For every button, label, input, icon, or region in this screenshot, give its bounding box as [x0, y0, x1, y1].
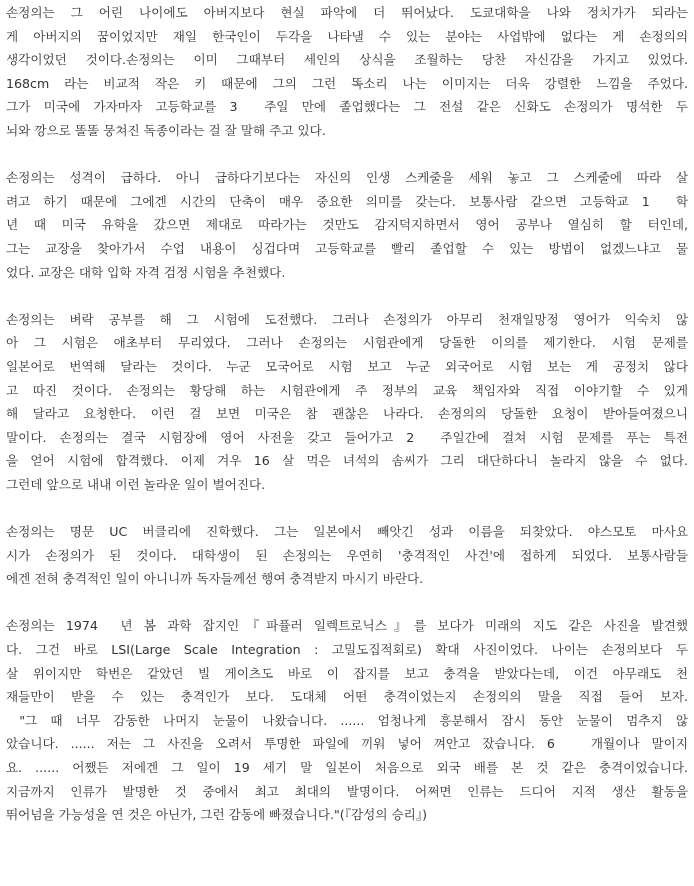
- paragraph-5: [6, 614, 688, 826]
- text-line: 그는 교장을 찾아가서 수업 내용이 싱겁다며 고등학교를 빨리 졸업할 수 있는 방법이 없겠느냐고 물: [6, 240, 688, 256]
- text-line: 살 위이지만 학번은 같았던 빌 게이츠도 바로 이 잡지를 보고 충격을 받았다는데, 이건 아무래도 천: [6, 665, 688, 681]
- text-line: 을 얻어 시험에 합격했다. 이제 겨우 16 살 먹은 녀석의 솜씨가 그리 대단하다니 놀라지 않을 수 없다.: [6, 453, 688, 469]
- paragraph-gap: [6, 143, 688, 167]
- text-line: 생각이었던 것이다.손정의는 이미 그때부터 세인의 상식을 조월하는 당찬 자신감을 가지고 있었다.: [6, 52, 688, 68]
- text-line: 말이다. 손정의는 결국 시험장에 영어 사전을 갖고 들어가고 2 주일간에 걸쳐 시험 문제를 푸는 특전: [6, 429, 688, 445]
- text-line: 었다. 교장은 대학 입학 자격 검정 시험을 추천했다.: [6, 264, 286, 280]
- text-line: 고 따진 것이다. 손정의는 황당해 하는 시험관에게 주 정부의 교육 책임자와 직접 이야기할 수 있게: [6, 382, 688, 398]
- text-line: 년 때 미국 유학을 갔으면 제대로 따라가는 것만도 감지덕지하면서 영어 공부나 열심히 할 터인데,: [6, 217, 688, 233]
- text-line: 려고 하기 때문에 그에겐 시간의 단축이 매우 중요한 의미를 갖는다. 보통사람 같으면 고등학교 1 학: [6, 193, 688, 209]
- paragraph-gap: [6, 591, 688, 615]
- text-line: 요. ...... 어쨌든 저에겐 그 일이 19 세기 말 일본이 처음으로 외국 배를 본 것 같은 충격이었습니다.: [6, 760, 688, 775]
- paragraph-gap: [6, 284, 688, 308]
- text-line: 168cm 라는 비교적 작은 키 때문에 그의 그런 똑소리 나는 이미지는 더욱 강렬한 느낌을 주었다.: [6, 75, 688, 91]
- text-line: 손정의는 그 어린 나이에도 아버지보다 현실 파악에 더 뛰어났다. 도쿄대학을 나와 정치가가 되라는: [6, 5, 688, 20]
- document-body: [6, 1, 688, 827]
- text-line: 그런데 앞으로 내내 이런 놀라운 일이 벌어진다.: [6, 476, 266, 492]
- text-line: "그 때 너무 감동한 나머지 눈물이 나왔습니다. ...... 엄청나게 흥분해서 잠시 동안 눈물이 멈추지 않: [6, 712, 688, 728]
- text-line: 았습니다. ...... 저는 그 사진을 오려서 투명한 파일에 끼워 넣어 껴안고 잤습니다. 6 개월이나 말이지: [6, 736, 688, 752]
- text-line: 해 달라고 요청한다. 이런 걸 보면 미국은 참 괜찮은 나라다. 손정의의 당돌한 요청이 받아들여졌으니: [6, 406, 688, 422]
- text-line: 손정의는 벼락 공부를 해 그 시험에 도전했다. 그러나 손정의가 아무리 천재일망정 영어가 익숙치 않: [6, 311, 688, 327]
- text-line: 게 아버지의 꿈이었지만 재일 한국인이 두각을 나타낼 수 있는 분야는 사업밖에 없다는 게 손정의의: [6, 28, 688, 44]
- text-line: 에겐 전혀 충격적인 일이 아니니까 독자들께선 행여 충격받지 마시기 바란다.: [6, 571, 424, 587]
- paragraph-4: [6, 520, 688, 591]
- text-line: 시가 손정의가 된 것이다. 대학생이 된 손정의는 우연히 '충격적인 사건'에 접하게 되었다. 보통사람들: [6, 547, 688, 563]
- paragraph-1: [6, 1, 688, 143]
- text-line: 뛰어넘을 가능성을 연 것은 아닌가, 그런 감동에 빠졌습니다."(『감성의 승리』): [6, 807, 428, 823]
- text-line: 손정의는 1974 년 봄 과학 잡지인『파퓰러 일렉트로닉스』를 보다가 미래의 지도 같은 사진을 발견했: [6, 618, 688, 634]
- text-line: 지금까지 인류가 발명한 것 중에서 최고 최대의 발명이다. 어쩌면 인류는 드디어 지적 생산 활동을: [6, 783, 688, 799]
- text-line: 그가 미국에 가자마자 고등학교를 3 주일 만에 졸업했다는 그 전설 같은 신화도 손정의가 명석한 두: [6, 99, 688, 115]
- text-line: 아 그 시험은 애초부터 무리였다. 그러나 손정의는 시험관에게 당돌한 이의를 제기한다. 시험 문제를: [6, 335, 688, 351]
- text-line: 재들만이 받을 수 있는 충격인가 보다. 도대체 어떤 충격이었는지 손정의의 말을 직접 들어 보자.: [6, 689, 688, 705]
- text-line: 일본어로 번역해 달라는 것이다. 누군 모국어로 시험 보고 누군 외국어로 시험 보는 게 공정치 않다: [6, 358, 688, 374]
- text-line: 다. 그건 바로 LSI(Large Scale Integration : 고밀도집적회로) 확대 사진이었다. 나이는 손정의보다 두: [6, 642, 688, 658]
- text-line: 뇌와 깡으로 똘똘 뭉쳐진 독종이라는 걸 잘 말해 주고 있다.: [6, 122, 326, 138]
- paragraph-2: [6, 166, 688, 284]
- paragraph-3: [6, 308, 688, 497]
- text-line: 손정의는 성격이 급하다. 아니 급하다기보다는 자신의 인생 스케줄을 세워 놓고 그 스케줄에 따라 살: [6, 170, 688, 186]
- paragraph-gap: [6, 496, 688, 520]
- text-line: 손정의는 명문 UC 버클리에 진학했다. 그는 일본에서 빼앗긴 성과 이름을 되찾았다. 야스모토 마사요: [6, 524, 688, 540]
